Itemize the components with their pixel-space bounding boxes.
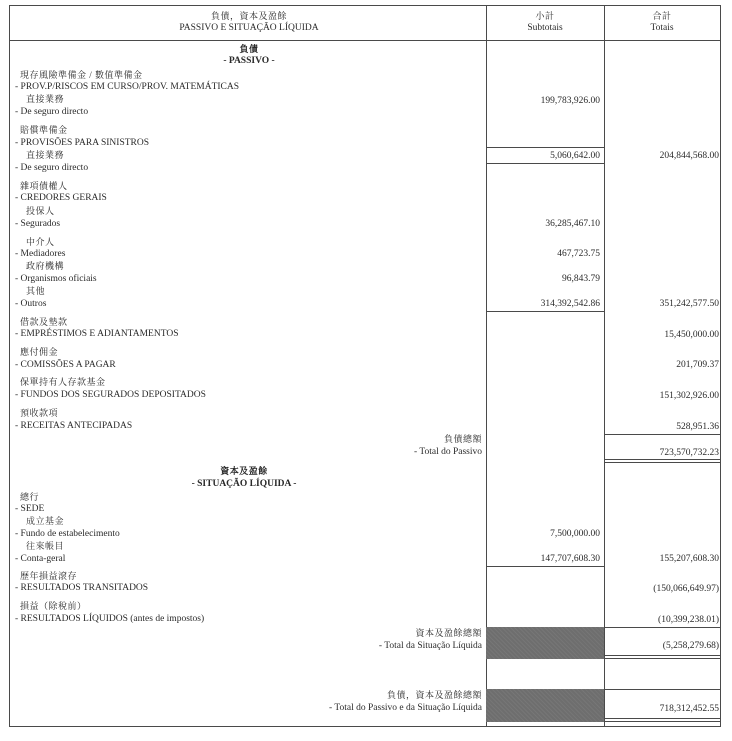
sinistros-label-zh: 賠償準備金	[20, 125, 68, 135]
liquidos-total: (10,399,238.01)	[658, 615, 719, 625]
outros-value: 314,392,542.86	[540, 299, 600, 309]
receitas-total: 528,951.36	[676, 422, 719, 432]
total-situacao-zh: 資本及盈餘總額	[415, 628, 482, 638]
riscos-sub-zh: 直接業務	[26, 94, 65, 104]
segurados-label-pt: - Segurados	[15, 219, 61, 229]
sede-total: 155,207,608.30	[659, 554, 719, 564]
comissoes-label-pt: - COMISSÕES A PAGAR	[15, 360, 116, 370]
fundo-value: 7,500,000.00	[550, 529, 600, 539]
organismos-label-zh: 政府機構	[26, 261, 65, 271]
total-rule	[604, 627, 720, 628]
total-situacao-pt: - Total da Situação Líquida	[378, 641, 482, 651]
total-situacao-value: (5,258,279.68)	[662, 641, 719, 651]
header-divider	[10, 40, 720, 41]
double-rule	[604, 459, 720, 460]
fundos-label-zh: 保單持有人存款基金	[20, 377, 106, 387]
conta-label-zh: 往來帳目	[26, 541, 65, 551]
sinistros-sub-pt: - De seguro directo	[15, 163, 89, 173]
grand-total-pt: - Total do Passivo e da Situação Líquida	[329, 703, 482, 713]
riscos-subtotal: 199,783,926.00	[540, 96, 600, 106]
double-rule	[604, 718, 720, 719]
mediadores-label-pt: - Mediadores	[15, 249, 66, 259]
sinistros-subtotal: 5,060,642.00	[550, 151, 600, 161]
credores-label-pt: - CREDORES GERAIS	[15, 193, 107, 203]
total-rule	[604, 434, 720, 435]
double-rule	[604, 462, 720, 463]
comissoes-label-zh: 應付佣金	[20, 347, 59, 357]
shaded-cell	[486, 627, 604, 659]
double-rule	[604, 655, 720, 656]
conta-value: 147,707,608.30	[540, 554, 600, 564]
header-col3-pt: Totais	[650, 23, 674, 33]
credores-label-zh: 雜項債權人	[20, 181, 68, 191]
header-col3-zh: 合計	[652, 11, 672, 21]
liquidos-label-zh: 損益（除稅前）	[20, 601, 87, 611]
total-passivo-value: 723,570,732.23	[659, 448, 719, 458]
emprestimos-label-pt: - EMPRÉSTIMOS E ADIANTAMENTOS	[15, 329, 179, 339]
fundos-total: 151,302,926.00	[659, 391, 719, 401]
riscos-label-zh: 現存風險準備金 / 數值準備金	[20, 70, 143, 80]
riscos-label-pt: - PROV.P/RISCOS EM CURSO/PROV. MATEMÁTICAS	[15, 82, 240, 92]
fundos-label-pt: - FUNDOS DOS SEGURADOS DEPOSITADOS	[15, 390, 206, 400]
emprestimos-label-zh: 借款及墊款	[20, 317, 68, 327]
sede-label-zh: 總行	[20, 492, 40, 502]
subtotal-rule	[486, 163, 604, 164]
transitados-label-pt: - RESULTADOS TRANSITADOS	[15, 583, 149, 593]
double-rule	[604, 721, 720, 722]
header-col2-pt: Subtotais	[527, 23, 563, 33]
segurados-label-zh: 投保人	[26, 206, 55, 216]
grand-total-zh: 負債，資本及盈餘總額	[386, 690, 482, 700]
subtotal-rule	[486, 566, 604, 567]
sinistros-label-pt: - PROVISÕES PARA SINISTROS	[15, 138, 150, 148]
column-divider	[486, 6, 487, 726]
shaded-cell	[486, 689, 604, 722]
fundo-label-pt: - Fundo de estabelecimento	[15, 529, 120, 539]
passivo-title-zh: 負債	[239, 44, 259, 54]
conta-label-pt: - Conta-geral	[15, 554, 66, 564]
outros-label-zh: 其他	[26, 286, 46, 296]
riscos-sub-pt: - De seguro directo	[15, 107, 89, 117]
subtotal-rule	[486, 311, 604, 312]
total-rule	[604, 689, 720, 690]
column-divider	[604, 6, 605, 726]
header-col1-pt: PASSIVO E SITUAÇÃO LÍQUIDA	[179, 23, 319, 33]
header-col1-zh: 負債，資本及盈餘	[210, 11, 287, 21]
header-col2-zh: 小計	[535, 11, 555, 21]
situacao-title-zh: 資本及盈餘	[220, 466, 268, 476]
subtotal-rule	[486, 147, 604, 148]
situacao-title-pt: - SITUAÇÃO LÍQUIDA -	[191, 479, 297, 489]
organismos-label-pt: - Organismos oficiais	[15, 274, 97, 284]
transitados-label-zh: 歷年損益滾存	[20, 571, 78, 581]
mediadores-label-zh: 中介人	[26, 237, 55, 247]
sinistros-total: 204,844,568.00	[659, 151, 719, 161]
receitas-label-pt: - RECEITAS ANTECIPADAS	[15, 421, 133, 431]
comissoes-total: 201,709.37	[676, 360, 719, 370]
grand-total-value: 718,312,452.55	[659, 704, 719, 714]
passivo-title-pt: - PASSIVO -	[223, 56, 275, 66]
credores-total: 351,242,577.50	[659, 299, 719, 309]
mediadores-value: 467,723.75	[557, 249, 600, 259]
sede-label-pt: - SEDE	[15, 504, 45, 514]
liquidos-label-pt: - RESULTADOS LÍQUIDOS (antes de impostos)	[15, 614, 205, 624]
receitas-label-zh: 預收款項	[20, 408, 59, 418]
segurados-value: 36,285,467.10	[545, 219, 600, 229]
emprestimos-total: 15,450,000.00	[664, 330, 719, 340]
outros-label-pt: - Outros	[15, 299, 47, 309]
organismos-value: 96,843.79	[562, 274, 600, 284]
fundo-label-zh: 成立基金	[26, 516, 65, 526]
sinistros-sub-zh: 直接業務	[26, 150, 65, 160]
total-passivo-pt: - Total do Passivo	[413, 447, 482, 457]
double-rule	[604, 658, 720, 659]
total-passivo-zh: 負債總額	[443, 434, 482, 444]
transitados-total: (150,066,649.97)	[653, 584, 719, 594]
